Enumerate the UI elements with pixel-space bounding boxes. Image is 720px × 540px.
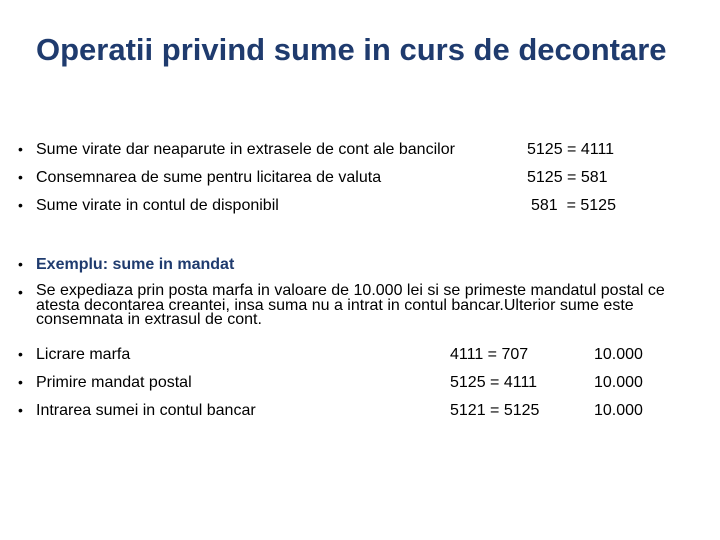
bullet-icon: • [18,374,23,390]
bullet-icon: • [18,141,23,157]
item-formula: 5125 = 4111 [527,141,615,158]
example-heading: Exemplu: sume in mandat [36,256,235,273]
bullet-icon: • [18,169,23,185]
entry-formula: 5125 = 4111 [450,374,538,391]
example-description: Se expediaza prin posta marfa in valoare de 10.000 lei si se primeste mandatul postal ce atesta decontarea creantei, insa suma nu a intrat in contul bancar.Ulterior sume este consemnata in extrasul de cont. [36,282,665,328]
bullet-icon: • [18,197,23,213]
entry-text: Primire mandat postal [36,374,192,391]
entry-amount: 10.000 [594,402,643,419]
entry-formula: 4111 = 707 [450,346,529,363]
item-text: Consemnarea de sume pentru licitarea de valuta [36,169,382,186]
entry-amount: 10.000 [594,346,643,363]
bullet-icon: • [18,402,23,418]
item-formula: 5125 = 581 [527,169,608,186]
bullet-icon: • [18,256,23,272]
entry-text: Intrarea sumei in contul bancar [36,402,256,419]
item-text: Sume virate dar neaparute in extrasele de cont ale bancilor [36,141,455,158]
item-formula: 581 = 5125 [531,197,616,214]
entry-amount: 10.000 [594,374,643,391]
slide-title: Operatii privind sume in curs de decontare [36,32,667,67]
item-text: Sume virate in contul de disponibil [36,197,279,214]
bullet-icon: • [18,346,23,362]
bullet-icon: • [18,284,23,300]
entry-formula: 5121 = 5125 [450,402,540,419]
entry-text: Licrare marfa [36,346,131,363]
